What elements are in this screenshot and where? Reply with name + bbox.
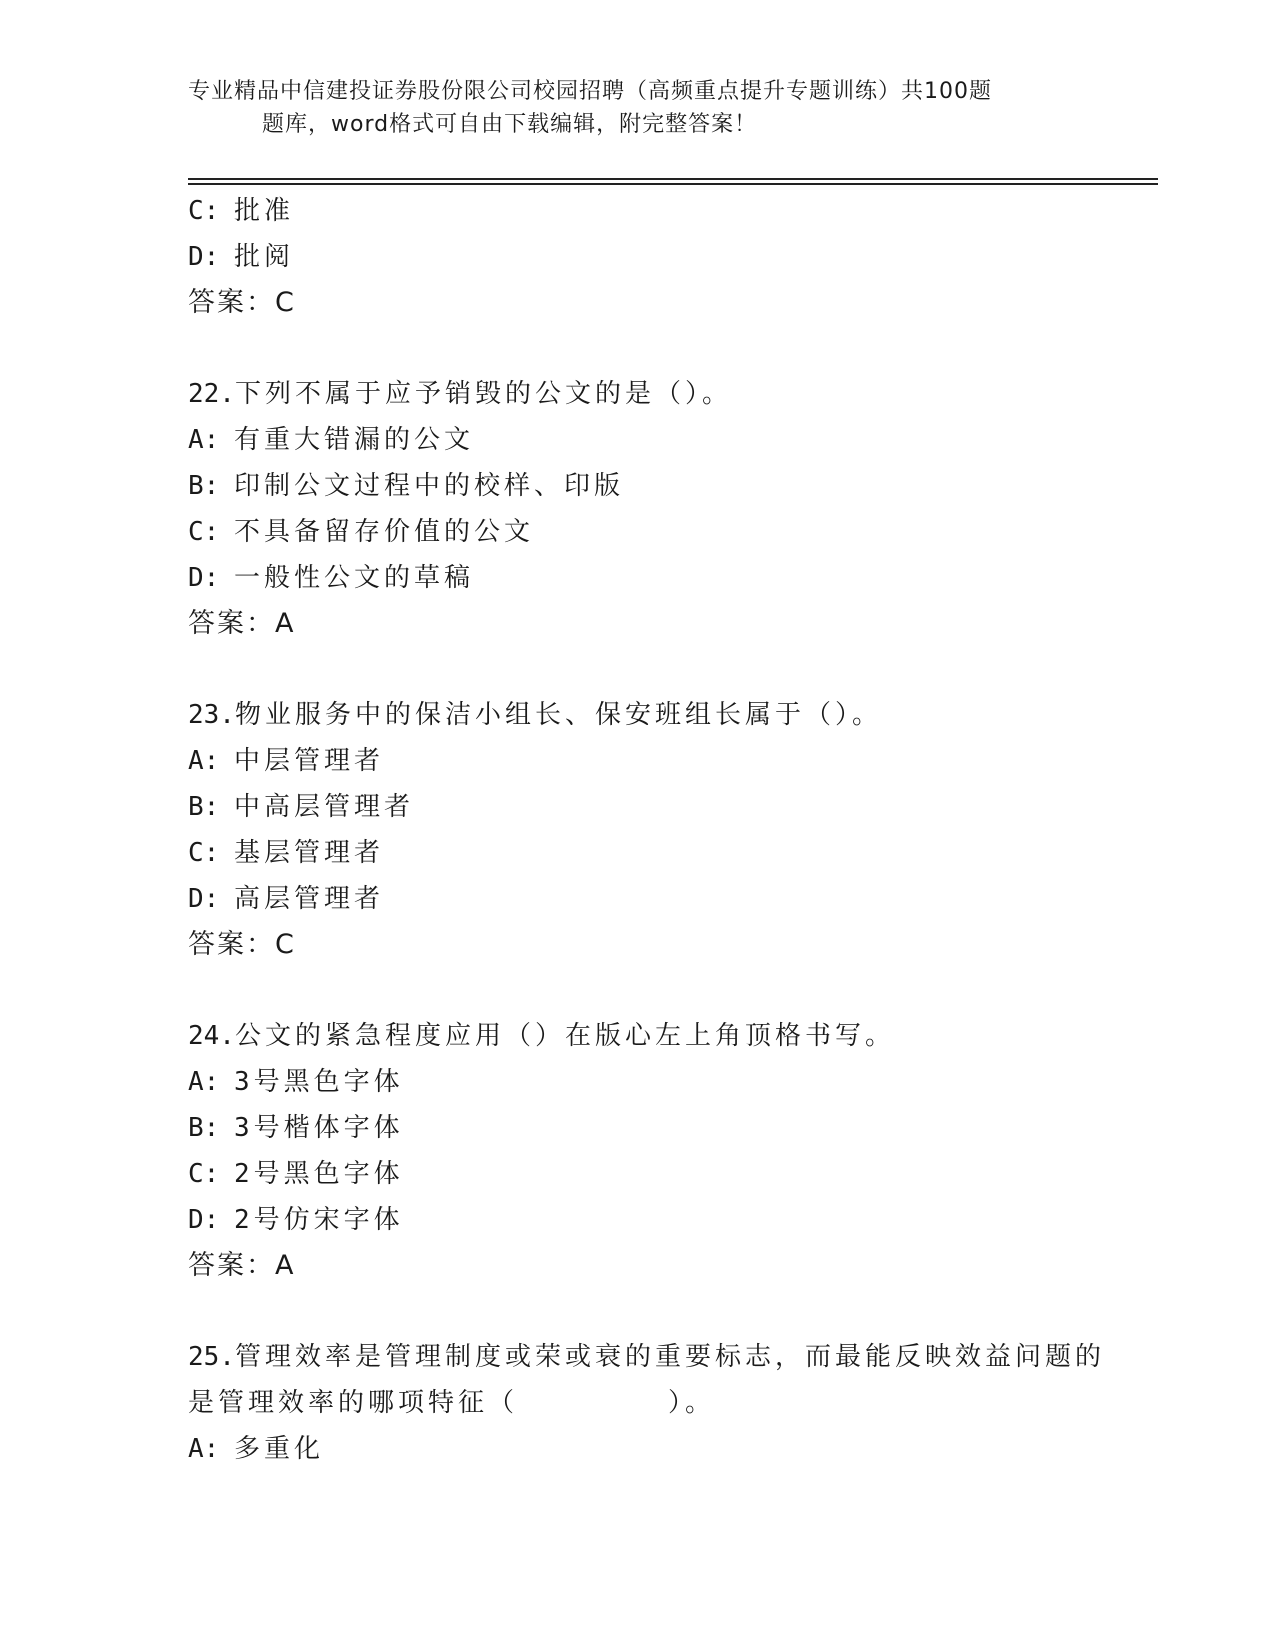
option-b: B: 3号楷体字体	[188, 1113, 404, 1143]
header-title-line2: 题库，word格式可自由下载编辑，附完整答案！	[262, 112, 758, 137]
option-c: C: 2号黑色字体	[188, 1159, 404, 1189]
question-list	[188, 188, 1105, 1472]
option-a: A: 中层管理者	[188, 746, 385, 776]
answer-line: 答案：A	[188, 608, 296, 639]
option-c: C: 批准	[188, 196, 295, 226]
option-a: A: 有重大错漏的公文	[188, 425, 475, 455]
header-divider-bottom	[188, 183, 1158, 185]
option-d: D: 一般性公文的草稿	[188, 563, 475, 593]
question-25	[188, 1334, 1105, 1472]
question-text: 22.下列不属于应予销毁的公文的是（）。	[188, 379, 732, 409]
option-b: B: 印制公文过程中的校样、印版	[188, 471, 625, 501]
answer-line: 答案：C	[188, 287, 296, 318]
answer-line: 答案：A	[188, 1250, 296, 1281]
option-d: D: 2号仿宋字体	[188, 1205, 404, 1235]
option-a: A: 多重化	[188, 1434, 325, 1464]
question-22	[188, 371, 1088, 647]
question-23	[188, 692, 1088, 968]
question-text-line1: 25.管理效率是管理制度或荣或衰的重要标志，而最能反映效益问题的	[188, 1342, 1105, 1372]
question-21	[188, 188, 1088, 326]
question-24	[188, 1013, 1088, 1289]
question-text-line2: 是管理效率的哪项特征（ ）。	[188, 1388, 716, 1418]
option-b: B: 中高层管理者	[188, 792, 415, 822]
option-d: D: 高层管理者	[188, 884, 385, 914]
question-text: 23.物业服务中的保洁小组长、保安班组长属于（）。	[188, 700, 882, 730]
option-a: A: 3号黑色字体	[188, 1067, 404, 1097]
option-d: D: 批阅	[188, 242, 295, 272]
header-divider-top	[188, 178, 1158, 180]
answer-line: 答案：C	[188, 929, 296, 960]
question-text: 24.公文的紧急程度应用（）在版心左上角顶格书写。	[188, 1021, 895, 1051]
document-header	[188, 75, 1068, 141]
option-c: C: 基层管理者	[188, 838, 385, 868]
option-c: C: 不具备留存价值的公文	[188, 517, 535, 547]
header-title-line1: 专业精品中信建投证券股份限公司校园招聘（高频重点提升专题训练）共100题	[188, 79, 992, 104]
